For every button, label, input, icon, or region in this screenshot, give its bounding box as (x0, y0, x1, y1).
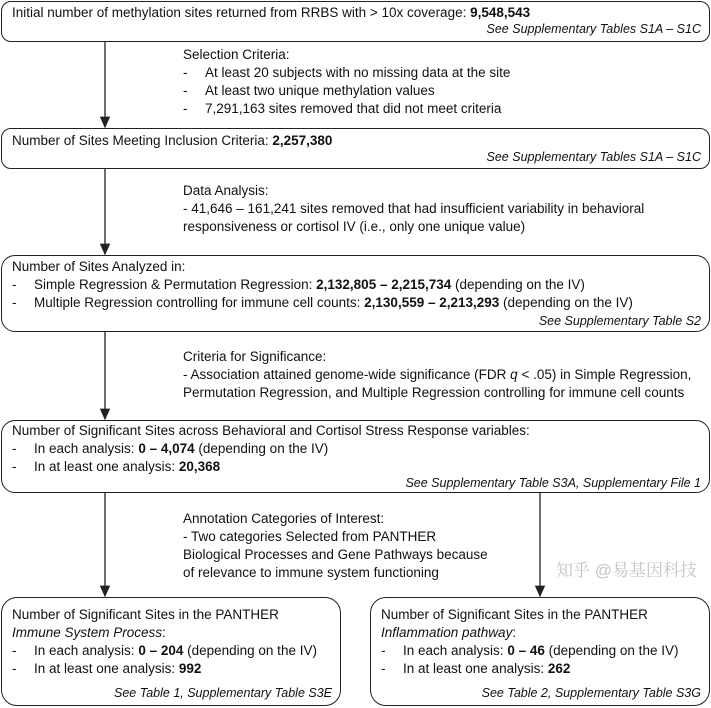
box-item (12, 458, 220, 476)
item-value: 0 – 46 (507, 643, 545, 658)
note-item-text: At least 20 subjects with no missing data at the site (205, 65, 511, 80)
box-title: Number of Significant Sites in the PANTHER (12, 607, 279, 622)
box-item (381, 660, 570, 678)
item-value: 0 – 4,074 (138, 441, 195, 456)
inclusion-criteria-box (1, 128, 710, 169)
significant-sites-box (1, 420, 710, 493)
item-label: In at least one analysis: (403, 661, 548, 676)
item-suffix: (depending on the IV) (544, 643, 679, 658)
note-title: Data Analysis: (183, 183, 269, 198)
item-label: In each analysis: (403, 643, 508, 658)
item-suffix: (depending on the IV) (183, 643, 317, 658)
note-title: Selection Criteria: (183, 47, 290, 62)
box-category: Immune System Process: (12, 625, 166, 640)
box-reference: See Supplementary Tables S1A – S1C (486, 22, 701, 36)
note-text: - Association attained genome-wide significance (FDR (183, 367, 511, 382)
item-value: 2,130,559 – 2,213,293 (364, 295, 500, 310)
box-item (12, 276, 585, 294)
item-suffix: (depending on the IV) (499, 295, 633, 310)
q-symbol: q (510, 367, 518, 382)
box-reference: See Supplementary Table S2 (538, 314, 701, 328)
note-line (183, 366, 691, 384)
immune-system-process-box (1, 597, 341, 706)
item-suffix: (depending on the IV) (194, 441, 329, 456)
item-value: 262 (547, 661, 571, 676)
box-reference: See Table 1, Supplementary Table S3E (114, 686, 332, 700)
selection-criteria-note (183, 46, 510, 118)
box-text: Number of Sites Meeting Inclusion Criteria: (12, 133, 273, 148)
box-title: Number of Significant Sites in the PANTHER (381, 607, 648, 622)
dash: - (183, 83, 188, 98)
note-line: - Two categories Selected from PANTHER (183, 529, 437, 544)
significance-criteria-note (183, 348, 691, 402)
dash: - (12, 441, 17, 456)
watermark: 知乎 @易基因科技 (556, 561, 697, 580)
item-label: Simple Regression & Permutation Regression: (34, 277, 317, 292)
item-suffix: (depending on the IV) (451, 277, 585, 292)
item-label: In each analysis: (34, 441, 139, 456)
note-item-text: 7,291,163 sites removed that did not meet criteria (205, 101, 502, 116)
note-line: of relevance to immune system functioning (183, 565, 439, 580)
note-title: Criteria for Significance: (183, 349, 327, 364)
note-item-text: At least two unique methylation values (205, 83, 435, 98)
note-title: Annotation Categories of Interest: (183, 511, 385, 526)
box-category: Inflammation pathway: (381, 625, 517, 640)
item-value: 992 (178, 661, 202, 676)
box-reference: See Supplementary Table S3A, Supplementary File 1 (405, 476, 701, 490)
box-line (12, 132, 332, 150)
box-item (12, 660, 201, 678)
dash: - (12, 459, 17, 474)
data-analysis-note (183, 182, 644, 236)
item-label: Multiple Regression controlling for immune cell counts: (34, 295, 365, 310)
box-title: Number of Significant Sites across Behavioral and Cortisol Stress Response variables: (12, 423, 530, 438)
sites-analyzed-box (1, 255, 710, 332)
item-value: 0 – 204 (138, 643, 184, 658)
dash: - (12, 295, 17, 310)
box-value: 2,257,380 (272, 133, 333, 148)
annotation-categories-note (183, 510, 488, 582)
dash: - (183, 101, 188, 116)
item-label: In at least one analysis: (34, 661, 179, 676)
box-value: 9,548,543 (470, 5, 531, 20)
note-line: Biological Processes and Gene Pathways because (183, 547, 488, 562)
box-reference: See Supplementary Tables S1A – S1C (486, 150, 701, 164)
dash: - (12, 277, 17, 292)
box-item (12, 642, 317, 660)
note-line: responsiveness or cortisol IV (i.e., only one unique value) (183, 219, 526, 234)
box-item (12, 294, 633, 312)
dash: - (183, 65, 188, 80)
box-text: Initial number of methylation sites returned from RRBS with > 10x coverage: (12, 5, 471, 20)
box-reference: See Table 2, Supplementary Table S3G (481, 686, 701, 700)
box-line (12, 4, 530, 22)
dash: - (12, 643, 17, 658)
item-value: 2,132,805 – 2,215,734 (316, 277, 452, 292)
dash: - (12, 661, 17, 676)
item-label: In at least one analysis: (34, 459, 179, 474)
note-line: Permutation Regression, and Multiple Regression controlling for immune cell counts (183, 385, 685, 400)
category-name: Immune System Process (12, 625, 163, 640)
box-item (12, 440, 328, 458)
dash: - (381, 661, 386, 676)
dash: - (381, 643, 386, 658)
note-item (183, 64, 510, 82)
box-title: Number of Sites Analyzed in: (12, 259, 186, 274)
box-item (381, 642, 678, 660)
inflammation-pathway-box (370, 597, 710, 706)
note-item (183, 82, 510, 100)
note-text: < .05) in Simple Regression, (517, 367, 692, 382)
category-name: Inflammation pathway (381, 625, 513, 640)
note-item (183, 100, 510, 118)
initial-sites-box (1, 1, 710, 42)
item-label: In each analysis: (34, 643, 139, 658)
item-value: 20,368 (178, 459, 221, 474)
note-line: - 41,646 – 161,241 sites removed that had insufficient variability in behavioral (183, 201, 645, 216)
